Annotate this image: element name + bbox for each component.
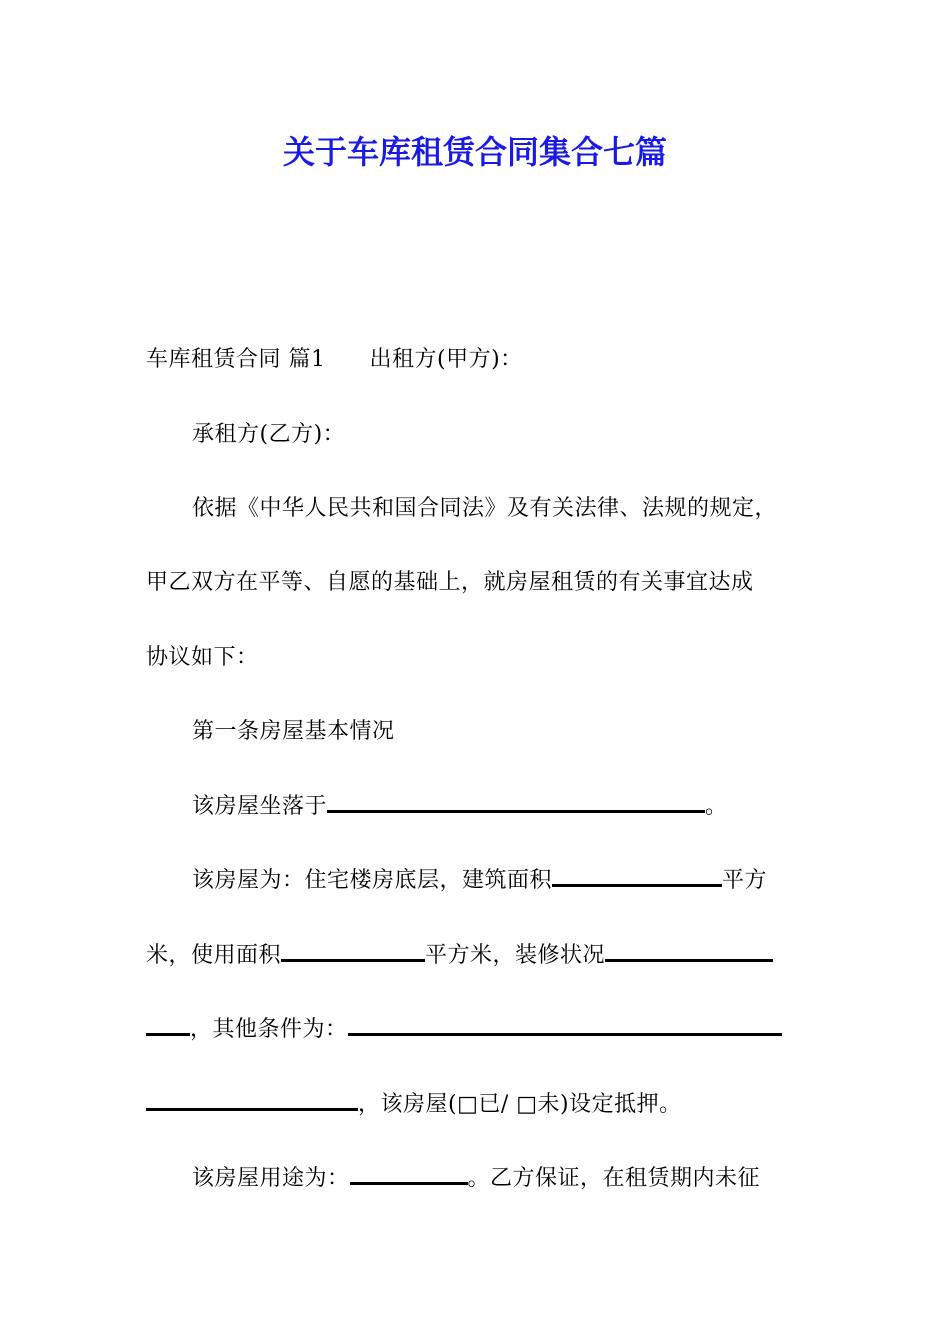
location-blank xyxy=(327,792,705,813)
other-conditions-label: ，其他条件为： xyxy=(190,1017,348,1042)
document-title: 关于车库租赁合同集合七篇 xyxy=(282,133,667,171)
text-line xyxy=(146,941,810,971)
other-conditions-blank xyxy=(348,1015,782,1036)
text-line xyxy=(192,1164,810,1194)
guarantee-text: 。乙方保证，在租赁期内未征 xyxy=(467,1166,761,1191)
lessor-label: 出租方(甲方)： xyxy=(369,347,523,372)
usage-label: 该房屋用途为： xyxy=(192,1166,350,1191)
text-line xyxy=(146,1015,810,1045)
decoration-blank xyxy=(605,941,773,962)
paragraph-line: 协议如下： xyxy=(146,645,259,670)
building-area-blank xyxy=(552,866,722,887)
mortgage-label: ，该房屋(□已/ □未)设定抵押。 xyxy=(358,1092,682,1117)
paragraph-line: 甲乙双方在平等、自愿的基础上，就房屋租赁的有关事宜达成 xyxy=(146,570,754,595)
lessee-label: 承租方(乙方)： xyxy=(192,422,346,447)
text-line xyxy=(146,1090,810,1120)
text-line xyxy=(146,345,810,375)
unit-label: 平方 xyxy=(722,868,768,893)
decoration-label: 平方米，装修状况 xyxy=(425,943,606,968)
usable-area-blank xyxy=(281,941,425,962)
decoration-blank-cont xyxy=(146,1015,190,1036)
location-label: 该房屋坐落于 xyxy=(192,794,328,819)
usable-area-label: 米，使用面积 xyxy=(146,943,282,968)
usage-blank xyxy=(350,1164,468,1185)
text-line xyxy=(192,866,810,896)
punctuation: 。 xyxy=(705,794,728,819)
paragraph-line: 依据《中华人民共和国合同法》及有关法律、法规的规定， xyxy=(192,496,778,521)
building-area-label: 该房屋为：住宅楼房底层，建筑面积 xyxy=(192,868,553,893)
text-line xyxy=(192,792,810,822)
other-conditions-blank-cont xyxy=(146,1090,358,1111)
section-heading: 车库租赁合同 篇1 xyxy=(146,347,326,372)
article-heading: 第一条房屋基本情况 xyxy=(192,719,395,744)
